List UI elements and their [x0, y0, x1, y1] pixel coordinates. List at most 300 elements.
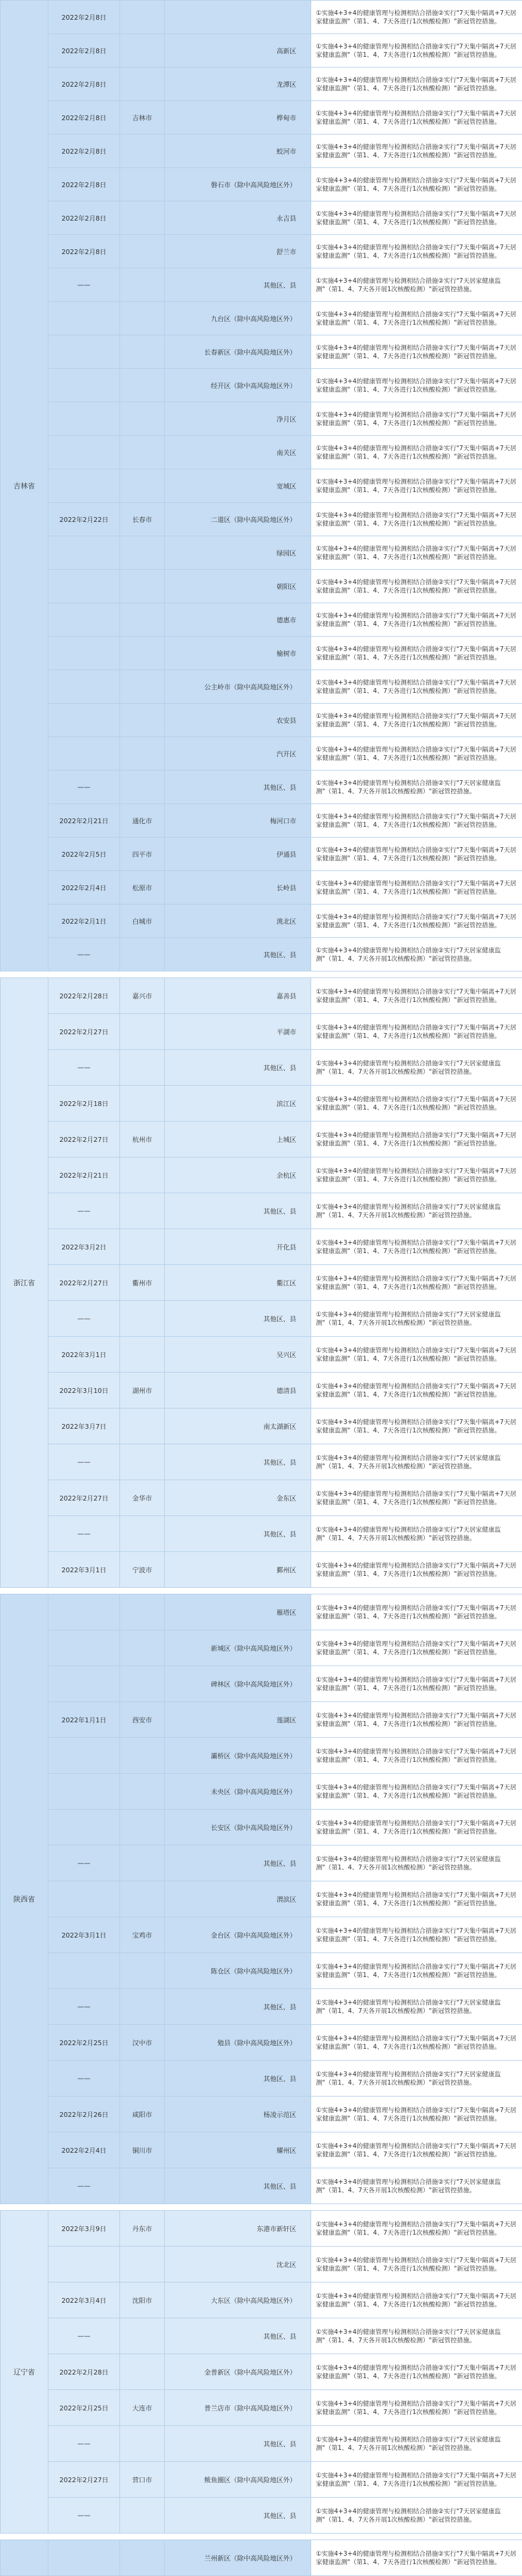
- date-cell: 2022年3月10日: [48, 1373, 120, 1408]
- measure-cell: ①实施4+3+4的健康管理与检测相结合措施②实行"7天集中隔离+7天居家健康监测"（第1、4、7天各进行1次核酸检测）"新冠管控措施。: [311, 1738, 522, 1774]
- area-cell: 其他区、县: [165, 2318, 311, 2354]
- area-cell: 未央区（除中高风险地区外）: [165, 1774, 311, 1810]
- area-cell: 其他区、县: [165, 1050, 311, 1086]
- table-row: [1, 2282, 522, 2318]
- measure-cell: ①实施4+3+4的健康管理与检测相结合措施②实行"7天集中隔离+7天居家健康监测"（第1、4、7天各进行1次核酸检测）"新冠管控措施。: [311, 335, 522, 369]
- area-cell: 高新区: [165, 34, 311, 68]
- date-cell: 2022年2月5日: [48, 838, 120, 871]
- area-cell: 普兰店市（除中高风险地区外）: [165, 2390, 311, 2426]
- city-cell: 咸阳市: [120, 2097, 165, 2132]
- city-cell: [120, 1337, 165, 1373]
- measure-cell: ①实施4+3+4的健康管理与检测相结合措施②实行"7天集中隔离+7天居家健康监测"（第1、4、7天各进行1次核酸检测）"新冠管控措施。: [311, 1265, 522, 1301]
- date-cell: 2022年2月27日: [48, 1480, 120, 1516]
- area-cell: 金普新区（除中高风险地区外）: [165, 2354, 311, 2390]
- area-cell: 德惠市: [165, 603, 311, 637]
- area-cell: 平湖市: [165, 1014, 311, 1050]
- date-cell: ——: [48, 2318, 120, 2354]
- city-cell: [120, 436, 165, 469]
- city-cell: [120, 1516, 165, 1552]
- area-cell: 沈北区: [165, 2247, 311, 2282]
- table-row: [1, 603, 522, 637]
- date-cell: 2022年1月1日: [48, 1702, 120, 1738]
- measure-cell: ①实施4+3+4的健康管理与检测相结合措施②实行"7天集中隔离+7天居家健康监测"（第1、4、7天各进行1次核酸检测）"新冠管控措施。: [311, 1917, 522, 1953]
- table-row: [1, 201, 522, 235]
- city-cell: [120, 1301, 165, 1337]
- area-cell: 伊通县: [165, 838, 311, 871]
- area-cell: 宽城区: [165, 469, 311, 503]
- area-cell: 金东区: [165, 1480, 311, 1516]
- area-cell: 南太湖新区: [165, 1408, 311, 1444]
- date-cell: ——: [48, 1516, 120, 1552]
- table-row: [1, 168, 522, 201]
- table-row: [1, 268, 522, 302]
- city-cell: [120, 302, 165, 335]
- area-cell: 莲湖区: [165, 1702, 311, 1738]
- city-cell: [120, 34, 165, 68]
- table-row: [1, 1702, 522, 1738]
- city-cell: [120, 1666, 165, 1702]
- measure-cell: ①实施4+3+4的健康管理与检测相结合措施②实行"7天集中隔离+7天居家健康监测"（第1、4、7天各进行1次核酸检测）"新冠管控措施。: [311, 402, 522, 436]
- area-cell: 净月区: [165, 402, 311, 436]
- table-row: [1, 1265, 522, 1301]
- measure-cell: ①实施4+3+4的健康管理与检测相结合措施②实行"7天集中隔离+7天居家健康监测"（第1、4、7天各进行1次核酸检测）"新冠管控措施。: [311, 536, 522, 570]
- date-cell: [48, 1953, 120, 1989]
- city-cell: 杭州市: [120, 1122, 165, 1157]
- city-cell: 沈阳市: [120, 2282, 165, 2318]
- table-row: [1, 804, 522, 838]
- table-row: [1, 771, 522, 804]
- table-row: [1, 1408, 522, 1444]
- city-cell: [120, 1881, 165, 1917]
- section-separator: [1, 2534, 522, 2540]
- table-row: [1, 1157, 522, 1193]
- city-cell: [120, 938, 165, 971]
- measure-cell: ①实施4+3+4的健康管理与检测相结合措施②实行"7天集中隔离+7天居家健康监测"（第1、4、7天各进行1次核酸检测）"新冠管控措施。: [311, 1480, 522, 1516]
- area-cell: 兰州新区（除中高风险地区外）: [165, 2540, 311, 2576]
- measure-cell: ①实施4+3+4的健康管理与检测相结合措施②实行"7天集中隔离+7天居家健康监测"（第1、4、7天各进行1次核酸检测）"新冠管控措施。: [311, 1157, 522, 1193]
- date-cell: ——: [48, 2498, 120, 2534]
- city-cell: [120, 737, 165, 771]
- measure-cell: ①实施4+3+4的健康管理与检测相结合措施②实行"7天集中隔离+7天居家健康监测"（第1、4、7天各进行1次核酸检测）"新冠管控措施。: [311, 2282, 522, 2318]
- measure-cell: ①实施4+3+4的健康管理与检测相结合措施②实行"7天居家健康监测"（第1、4、7天各开展1次核酸检测）"新冠管控措施。: [311, 1444, 522, 1480]
- date-cell: ——: [48, 268, 120, 302]
- date-cell: 2022年2月25日: [48, 2390, 120, 2426]
- area-cell: 滨江区: [165, 1086, 311, 1122]
- area-cell: 碑林区（除中高风险地区外）: [165, 1666, 311, 1702]
- date-cell: [48, 570, 120, 603]
- table-row: [1, 1337, 522, 1373]
- date-cell: ——: [48, 1444, 120, 1480]
- measure-cell: ①实施4+3+4的健康管理与检测相结合措施②实行"7天集中隔离+7天居家健康监测"（第1、4、7天各进行1次核酸检测）"新冠管控措施。: [311, 1594, 522, 1630]
- area-cell: 九台区（除中高风险地区外）: [165, 302, 311, 335]
- table-row: [1, 1917, 522, 1953]
- measure-cell: ①实施4+3+4的健康管理与检测相结合措施②实行"7天集中隔离+7天居家健康监测"（第1、4、7天各进行1次核酸检测）"新冠管控措施。: [311, 2097, 522, 2132]
- measure-cell: ①实施4+3+4的健康管理与检测相结合措施②实行"7天集中隔离+7天居家健康监测"（第1、4、7天各进行1次核酸检测）"新冠管控措施。: [311, 1229, 522, 1265]
- measure-cell: ①实施4+3+4的健康管理与检测相结合措施②实行"7天集中隔离+7天居家健康监测"（第1、4、7天各进行1次核酸检测）"新冠管控措施。: [311, 68, 522, 101]
- measure-cell: ①实施4+3+4的健康管理与检测相结合措施②实行"7天集中隔离+7天居家健康监测"（第1、4、7天各进行1次核酸检测）"新冠管控措施。: [311, 704, 522, 737]
- area-cell: 其他区、县: [165, 2168, 311, 2204]
- table-row: [1, 1630, 522, 1666]
- table-row: [1, 1953, 522, 1989]
- table-row: [1, 1229, 522, 1265]
- date-cell: 2022年2月1日: [48, 904, 120, 938]
- table-row: [1, 978, 522, 1014]
- table-row: [1, 2498, 522, 2534]
- date-cell: 2022年2月4日: [48, 871, 120, 904]
- area-cell: 绿园区: [165, 536, 311, 570]
- table-row: [1, 1050, 522, 1086]
- table-row: [1, 2097, 522, 2132]
- area-cell: 农安县: [165, 704, 311, 737]
- date-cell: ——: [48, 1050, 120, 1086]
- measure-cell: ①实施4+3+4的健康管理与检测相结合措施②实行"7天集中隔离+7天居家健康监测"（第1、4、7天各进行1次核酸检测）"新冠管控措施。: [311, 1552, 522, 1588]
- table-row: [1, 1989, 522, 2025]
- measure-cell: ①实施4+3+4的健康管理与检测相结合措施②实行"7天集中隔离+7天居家健康监测"（第1、4、7天各进行1次核酸检测）"新冠管控措施。: [311, 469, 522, 503]
- table-row: [1, 302, 522, 335]
- area-cell: 鲅鱼圈区（除中高风险地区外）: [165, 2462, 311, 2498]
- date-cell: ——: [48, 938, 120, 971]
- measure-cell: ①实施4+3+4的健康管理与检测相结合措施②实行"7天居家健康监测"（第1、4、7天各开展1次核酸检测）"新冠管控措施。: [311, 938, 522, 971]
- date-cell: [48, 369, 120, 402]
- city-cell: [120, 1845, 165, 1881]
- date-cell: [48, 2247, 120, 2282]
- table-row: [1, 737, 522, 771]
- measure-cell: ①实施4+3+4的健康管理与检测相结合措施②实行"7天集中隔离+7天居家健康监测"（第1、4、7天各进行1次核酸检测）"新冠管控措施。: [311, 1122, 522, 1157]
- area-cell: 永吉县: [165, 201, 311, 235]
- area-cell: 其他区、县: [165, 2498, 311, 2534]
- measure-cell: ①实施4+3+4的健康管理与检测相结合措施②实行"7天集中隔离+7天居家健康监测"（第1、4、7天各进行1次核酸检测）"新冠管控措施。: [311, 2462, 522, 2498]
- city-cell: [120, 1444, 165, 1480]
- measure-cell: ①实施4+3+4的健康管理与检测相结合措施②实行"7天集中隔离+7天居家健康监测"（第1、4、7天各进行1次核酸检测）"新冠管控措施。: [311, 168, 522, 201]
- date-cell: 2022年2月8日: [48, 168, 120, 201]
- city-cell: 嘉兴市: [120, 978, 165, 1014]
- area-cell: 其他区、县: [165, 1444, 311, 1480]
- measure-cell: ①实施4+3+4的健康管理与检测相结合措施②实行"7天集中隔离+7天居家健康监测"（第1、4、7天各进行1次核酸检测）"新冠管控措施。: [311, 838, 522, 871]
- city-cell: 白城市: [120, 904, 165, 938]
- area-cell: 嘉善县: [165, 978, 311, 1014]
- date-cell: ——: [48, 2061, 120, 2097]
- measure-cell: ①实施4+3+4的健康管理与检测相结合措施②实行"7天集中隔离+7天居家健康监测"（第1、4、7天各进行1次核酸检测）"新冠管控措施。: [311, 2211, 522, 2247]
- city-cell: 湖州市: [120, 1373, 165, 1408]
- area-cell: 衢江区: [165, 1265, 311, 1301]
- date-cell: 2022年2月8日: [48, 135, 120, 168]
- city-cell: [120, 235, 165, 268]
- date-cell: 2022年2月25日: [48, 2025, 120, 2061]
- table-row: [1, 2390, 522, 2426]
- date-cell: 2022年2月26日: [48, 2097, 120, 2132]
- city-cell: [120, 2540, 165, 2576]
- measure-cell: ①实施4+3+4的健康管理与检测相结合措施②实行"7天居家健康监测"（第1、4、7天各开展1次核酸检测）"新冠管控措施。: [311, 771, 522, 804]
- city-cell: [120, 2318, 165, 2354]
- city-cell: [120, 2426, 165, 2462]
- city-cell: 西安市: [120, 1702, 165, 1738]
- city-cell: [120, 268, 165, 302]
- city-cell: [120, 402, 165, 436]
- measure-cell: ①实施4+3+4的健康管理与检测相结合措施②实行"7天居家健康监测"（第1、4、7天各开展1次核酸检测）"新冠管控措施。: [311, 1989, 522, 2025]
- section-separator: [1, 2204, 522, 2211]
- date-cell: [48, 1738, 120, 1774]
- measure-cell: ①实施4+3+4的健康管理与检测相结合措施②实行"7天集中隔离+7天居家健康监测"（第1、4、7天各进行1次核酸检测）"新冠管控措施。: [311, 670, 522, 704]
- date-cell: [48, 1774, 120, 1810]
- city-cell: [120, 168, 165, 201]
- measure-cell: ①实施4+3+4的健康管理与检测相结合措施②实行"7天集中隔离+7天居家健康监测"（第1、4、7天各进行1次核酸检测）"新冠管控措施。: [311, 570, 522, 603]
- area-cell: 其他区、县: [165, 1193, 311, 1229]
- area-cell: 杨凌示范区: [165, 2097, 311, 2132]
- city-cell: 营口市: [120, 2462, 165, 2498]
- table-row: [1, 503, 522, 536]
- area-cell: [165, 1, 311, 34]
- area-cell: 其他区、县: [165, 2426, 311, 2462]
- table-row: [1, 1480, 522, 1516]
- table-row: [1, 402, 522, 436]
- province-cell: 陕西省: [1, 1594, 48, 2204]
- table-row: [1, 335, 522, 369]
- city-cell: 通化市: [120, 804, 165, 838]
- measure-cell: ①实施4+3+4的健康管理与检测相结合措施②实行"7天集中隔离+7天居家健康监测"（第1、4、7天各进行1次核酸检测）"新冠管控措施。: [311, 904, 522, 938]
- table-row: [1, 34, 522, 68]
- area-cell: 鄞州区: [165, 1552, 311, 1588]
- table-row: [1, 1086, 522, 1122]
- measure-cell: ①实施4+3+4的健康管理与检测相结合措施②实行"7天集中隔离+7天居家健康监测"（第1、4、7天各进行1次核酸检测）"新冠管控措施。: [311, 2247, 522, 2282]
- measure-cell: ①实施4+3+4的健康管理与检测相结合措施②实行"7天集中隔离+7天居家健康监测"（第1、4、7天各进行1次核酸检测）"新冠管控措施。: [311, 804, 522, 838]
- date-cell: ——: [48, 2426, 120, 2462]
- table-row: [1, 2168, 522, 2204]
- table-row: [1, 2211, 522, 2247]
- city-cell: [120, 570, 165, 603]
- city-cell: [120, 1810, 165, 1845]
- table-row: [1, 1552, 522, 1588]
- city-cell: 大连市: [120, 2390, 165, 2426]
- table-row: [1, 101, 522, 135]
- city-cell: [120, 1157, 165, 1193]
- area-cell: 其他区、县: [165, 1845, 311, 1881]
- area-cell: 渭滨区: [165, 1881, 311, 1917]
- area-cell: 陈仓区（除中高风险地区外）: [165, 1953, 311, 1989]
- area-cell: 雁塔区: [165, 1594, 311, 1630]
- date-cell: 2022年2月8日: [48, 101, 120, 135]
- area-cell: 其他区、县: [165, 268, 311, 302]
- table-row: [1, 1373, 522, 1408]
- area-cell: 灞桥区（除中高风险地区外）: [165, 1738, 311, 1774]
- area-cell: 其他区、县: [165, 1516, 311, 1552]
- city-cell: [120, 68, 165, 101]
- date-cell: 2022年3月1日: [48, 1917, 120, 1953]
- date-cell: ——: [48, 1989, 120, 2025]
- area-cell: 磐石市（除中高风险地区外）: [165, 168, 311, 201]
- date-cell: 2022年2月8日: [48, 34, 120, 68]
- area-cell: 朝阳区: [165, 570, 311, 603]
- city-cell: [120, 2354, 165, 2390]
- area-cell: 余杭区: [165, 1157, 311, 1193]
- measure-cell: ①实施4+3+4的健康管理与检测相结合措施②实行"7天居家健康监测"（第1、4、7天各开展1次核酸检测）"新冠管控措施。: [311, 1845, 522, 1881]
- city-cell: [120, 536, 165, 570]
- table-row: [1, 838, 522, 871]
- table-row: [1, 1810, 522, 1845]
- date-cell: [48, 536, 120, 570]
- measure-cell: ①实施4+3+4的健康管理与检测相结合措施②实行"7天集中隔离+7天居家健康监测"（第1、4、7天各进行1次核酸检测）"新冠管控措施。: [311, 1, 522, 34]
- area-cell: 舒兰市: [165, 235, 311, 268]
- area-cell: 其他区、县: [165, 1989, 311, 2025]
- date-cell: ——: [48, 2168, 120, 2204]
- measure-cell: ①实施4+3+4的健康管理与检测相结合措施②实行"7天集中隔离+7天居家健康监测"（第1、4、7天各进行1次核酸检测）"新冠管控措施。: [311, 1630, 522, 1666]
- date-cell: 2022年3月1日: [48, 1552, 120, 1588]
- measure-cell: ①实施4+3+4的健康管理与检测相结合措施②实行"7天集中隔离+7天居家健康监测"（第1、4、7天各进行1次核酸检测）"新冠管控措施。: [311, 1881, 522, 1917]
- date-cell: 2022年3月1日: [48, 1337, 120, 1373]
- measure-cell: ①实施4+3+4的健康管理与检测相结合措施②实行"7天集中隔离+7天居家健康监测"（第1、4、7天各进行1次核酸检测）"新冠管控措施。: [311, 1953, 522, 1989]
- measure-cell: ①实施4+3+4的健康管理与检测相结合措施②实行"7天居家健康监测"（第1、4、7天各开展1次核酸检测）"新冠管控措施。: [311, 1516, 522, 1552]
- city-cell: [120, 637, 165, 670]
- separator-cell: [1, 2204, 522, 2211]
- province-cell: [1, 2540, 48, 2576]
- table-row: [1, 2354, 522, 2390]
- date-cell: 2022年2月8日: [48, 68, 120, 101]
- table-row: [1, 1666, 522, 1702]
- measure-cell: ①实施4+3+4的健康管理与检测相结合措施②实行"7天集中隔离+7天居家健康监测"（第1、4、7天各进行1次核酸检测）"新冠管控措施。: [311, 1666, 522, 1702]
- province-cell: 吉林省: [1, 1, 48, 971]
- date-cell: ——: [48, 1845, 120, 1881]
- table-row: [1, 469, 522, 503]
- area-cell: 耀州区: [165, 2132, 311, 2168]
- date-cell: 2022年2月27日: [48, 1014, 120, 1050]
- area-cell: 蛟河市: [165, 135, 311, 168]
- separator-cell: [1, 2534, 522, 2540]
- date-cell: [48, 335, 120, 369]
- table-row: [1, 536, 522, 570]
- city-cell: [120, 2061, 165, 2097]
- date-cell: 2022年3月9日: [48, 2211, 120, 2247]
- measure-cell: ①实施4+3+4的健康管理与检测相结合措施②实行"7天集中隔离+7天居家健康监测"（第1、4、7天各进行1次核酸检测）"新冠管控措施。: [311, 101, 522, 135]
- table-row: [1, 2025, 522, 2061]
- table-row: [1, 2247, 522, 2282]
- date-cell: [48, 603, 120, 637]
- table-row: [1, 1122, 522, 1157]
- table-row: [1, 235, 522, 268]
- measure-cell: ①实施4+3+4的健康管理与检测相结合措施②实行"7天集中隔离+7天居家健康监测"（第1、4、7天各进行1次核酸检测）"新冠管控措施。: [311, 737, 522, 771]
- measure-cell: ①实施4+3+4的健康管理与检测相结合措施②实行"7天集中隔离+7天居家健康监测"（第1、4、7天各进行1次核酸检测）"新冠管控措施。: [311, 603, 522, 637]
- area-cell: 其他区、县: [165, 2061, 311, 2097]
- measure-cell: ①实施4+3+4的健康管理与检测相结合措施②实行"7天集中隔离+7天居家健康监测"（第1、4、7天各进行1次核酸检测）"新冠管控措施。: [311, 503, 522, 536]
- city-cell: [120, 771, 165, 804]
- area-cell: 桦甸市: [165, 101, 311, 135]
- city-cell: [120, 1989, 165, 2025]
- city-cell: [120, 1014, 165, 1050]
- city-cell: 松原市: [120, 871, 165, 904]
- date-cell: 2022年3月7日: [48, 1408, 120, 1444]
- measure-cell: ①实施4+3+4的健康管理与检测相结合措施②实行"7天集中隔离+7天居家健康监测"（第1、4、7天各进行1次核酸检测）"新冠管控措施。: [311, 1337, 522, 1373]
- date-cell: [48, 402, 120, 436]
- date-cell: [48, 704, 120, 737]
- city-cell: [120, 135, 165, 168]
- table-row: [1, 1301, 522, 1337]
- area-cell: 上城区: [165, 1122, 311, 1157]
- measure-cell: ①实施4+3+4的健康管理与检测相结合措施②实行"7天居家健康监测"（第1、4、7天各开展1次核酸检测）"新冠管控措施。: [311, 2061, 522, 2097]
- table-row: [1, 1774, 522, 1810]
- area-cell: 南关区: [165, 436, 311, 469]
- area-cell: 榆树市: [165, 637, 311, 670]
- table-row: [1, 2132, 522, 2168]
- area-cell: 其他区、县: [165, 771, 311, 804]
- date-cell: ——: [48, 771, 120, 804]
- measure-cell: ①实施4+3+4的健康管理与检测相结合措施②实行"7天集中隔离+7天居家健康监测"（第1、4、7天各进行1次核酸检测）"新冠管控措施。: [311, 235, 522, 268]
- measure-cell: ①实施4+3+4的健康管理与检测相结合措施②实行"7天居家健康监测"（第1、4、7天各开展1次核酸检测）"新冠管控措施。: [311, 2168, 522, 2204]
- city-cell: [120, 1738, 165, 1774]
- city-cell: [120, 704, 165, 737]
- measure-cell: ①实施4+3+4的健康管理与检测相结合措施②实行"7天集中隔离+7天居家健康监测"（第1、4、7天各进行1次核酸检测）"新冠管控措施。: [311, 978, 522, 1014]
- table-row: [1, 704, 522, 737]
- area-cell: 新城区（除中高风险地区外）: [165, 1630, 311, 1666]
- measure-cell: ①实施4+3+4的健康管理与检测相结合措施②实行"7天居家健康监测"（第1、4、7天各开展1次核酸检测）"新冠管控措施。: [311, 1050, 522, 1086]
- area-cell: 长安区（除中高风险地区外）: [165, 1810, 311, 1845]
- table-row: [1, 135, 522, 168]
- area-cell: 梅河口市: [165, 804, 311, 838]
- date-cell: [48, 1810, 120, 1845]
- area-cell: 经开区（除中高风险地区外）: [165, 369, 311, 402]
- date-cell: 2022年2月28日: [48, 978, 120, 1014]
- city-cell: [120, 1630, 165, 1666]
- city-cell: 衢州市: [120, 1265, 165, 1301]
- city-cell: [120, 1, 165, 34]
- city-cell: 四平市: [120, 838, 165, 871]
- area-cell: 洮北区: [165, 904, 311, 938]
- measure-cell: ①实施4+3+4的健康管理与检测相结合措施②实行"7天集中隔离+7天居家健康监测"（第1、4、7天各进行1次核酸检测）"新冠管控措施。: [311, 2540, 522, 2576]
- area-cell: 长岭县: [165, 871, 311, 904]
- table-row: [1, 1, 522, 34]
- measure-cell: ①实施4+3+4的健康管理与检测相结合措施②实行"7天集中隔离+7天居家健康监测"（第1、4、7天各进行1次核酸检测）"新冠管控措施。: [311, 1810, 522, 1845]
- city-cell: [120, 469, 165, 503]
- table-row: [1, 436, 522, 469]
- city-cell: 丹东市: [120, 2211, 165, 2247]
- table-row: [1, 1444, 522, 1480]
- date-cell: ——: [48, 1301, 120, 1337]
- table-row: [1, 1845, 522, 1881]
- measure-cell: ①实施4+3+4的健康管理与检测相结合措施②实行"7天集中隔离+7天居家健康监测"（第1、4、7天各进行1次核酸检测）"新冠管控措施。: [311, 1774, 522, 1810]
- date-cell: 2022年2月4日: [48, 2132, 120, 2168]
- province-cell: 辽宁省: [1, 2211, 48, 2534]
- table-row: [1, 2318, 522, 2354]
- measure-cell: ①实施4+3+4的健康管理与检测相结合措施②实行"7天集中隔离+7天居家健康监测"（第1、4、7天各进行1次核酸检测）"新冠管控措施。: [311, 34, 522, 68]
- table-row: [1, 2061, 522, 2097]
- city-cell: [120, 1193, 165, 1229]
- date-cell: 2022年2月8日: [48, 201, 120, 235]
- table-row: [1, 1738, 522, 1774]
- date-cell: [48, 1666, 120, 1702]
- city-cell: [120, 1774, 165, 1810]
- table-row: [1, 871, 522, 904]
- date-cell: 2022年3月2日: [48, 1229, 120, 1265]
- date-cell: 2022年2月8日: [48, 1, 120, 34]
- measure-cell: ①实施4+3+4的健康管理与检测相结合措施②实行"7天集中隔离+7天居家健康监测"（第1、4、7天各进行1次核酸检测）"新冠管控措施。: [311, 1373, 522, 1408]
- measure-cell: ①实施4+3+4的健康管理与检测相结合措施②实行"7天集中隔离+7天居家健康监测"（第1、4、7天各进行1次核酸检测）"新冠管控措施。: [311, 2390, 522, 2426]
- section-separator: [1, 971, 522, 978]
- separator-cell: [1, 1588, 522, 1594]
- table-row: [1, 68, 522, 101]
- separator-cell: [1, 971, 522, 978]
- measure-cell: ①实施4+3+4的健康管理与检测相结合措施②实行"7天集中隔离+7天居家健康监测"（第1、4、7天各进行1次核酸检测）"新冠管控措施。: [311, 637, 522, 670]
- date-cell: [48, 637, 120, 670]
- date-cell: 2022年2月8日: [48, 235, 120, 268]
- date-cell: 2022年2月18日: [48, 1086, 120, 1122]
- area-cell: 金台区（除中高风险地区外）: [165, 1917, 311, 1953]
- city-cell: [120, 2498, 165, 2534]
- city-cell: [120, 1408, 165, 1444]
- city-cell: 汉中市: [120, 2025, 165, 2061]
- measure-cell: ①实施4+3+4的健康管理与检测相结合措施②实行"7天集中隔离+7天居家健康监测"（第1、4、7天各进行1次核酸检测）"新冠管控措施。: [311, 1086, 522, 1122]
- date-cell: 2022年2月27日: [48, 1265, 120, 1301]
- area-cell: 德清县: [165, 1373, 311, 1408]
- risk-area-table-body: [1, 1, 522, 2576]
- table-row: [1, 1594, 522, 1630]
- city-cell: 铜川市: [120, 2132, 165, 2168]
